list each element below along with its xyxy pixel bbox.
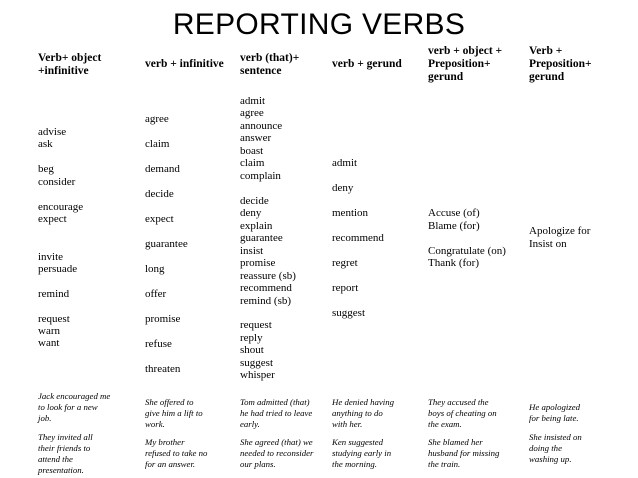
col5-example [428,437,518,470]
col2-word: agree [145,113,169,125]
example-line: Jack encouraged me [38,391,111,401]
example-line: their friends to [38,443,91,453]
col6-header-line: Preposition+ [529,58,592,70]
col3-header-line: sentence [240,65,282,77]
example-line: for being late. [529,413,579,423]
example-line: She offered to [145,397,194,407]
example-line: Ken suggested [332,437,384,447]
col3-word: reply [240,332,263,344]
col1-word: encourage [38,201,84,213]
col1-header [38,52,101,78]
col2-word: claim [145,138,170,150]
col4-word: recommend [332,232,384,244]
col5-word: Thank (for) [428,257,480,269]
col6-word: Apologize for [529,225,591,237]
example-line: doing the [529,443,562,453]
col3-example [240,437,330,470]
col2-word: long [145,263,165,275]
col3-word: whisper [240,369,275,381]
col3-word: announce [240,120,283,132]
col1-word: ask [38,138,53,150]
col3-word: agree [240,107,264,119]
example-line: job. [38,413,52,423]
col1-word: beg [38,163,54,175]
col3-word: complain [240,170,281,182]
example-line: our plans. [240,459,276,469]
col6-header [529,45,592,84]
example-line: They invited all [38,432,93,442]
col2-word: promise [145,313,181,325]
example-line: washing up. [529,454,572,464]
col3-word: reassure (sb) [240,270,296,282]
example-line: give him a lift to [145,408,203,418]
col2-word: guarantee [145,238,188,250]
col3-word: recommend [240,282,292,294]
example-line: the morning. [332,459,377,469]
col3-word: claim [240,157,265,169]
col3-word: guarantee [240,232,283,244]
col4-example [332,397,422,430]
col4-word: report [332,282,359,294]
col1-word: advise [38,126,67,138]
col1-header-line: Verb+ object [38,52,102,64]
col3-header-line: verb (that)+ [240,52,300,64]
example-line: He denied having [332,397,395,407]
col5-header [428,45,502,84]
page-title: REPORTING VERBS [172,8,466,41]
col4-header-line: verb + gerund [332,58,402,70]
col4-word: deny [332,182,354,194]
col6-header-line: Verb + [529,45,563,57]
example-line: work. [145,419,165,429]
example-line: he had tried to leave [240,408,313,418]
col5-word: Congratulate (on) [428,245,506,257]
example-line: to look for a new [38,402,98,412]
col5-header-line: verb + object + [428,45,503,57]
example-line: refused to take no [145,448,208,458]
col2-word: expect [145,213,174,225]
col2-word: threaten [145,363,181,375]
col2-example [145,437,235,470]
col6-word: Insist on [529,238,567,250]
col2-word: demand [145,163,180,175]
col4-word: mention [332,207,369,219]
example-line: Tom admitted (that) [240,397,310,407]
col6-header-line: gerund [529,71,565,83]
col3-header [240,52,299,78]
col3-word: remind (sb) [240,295,292,307]
col3-word: boast [240,145,264,157]
col1-word: warn [38,325,60,337]
col3-word: answer [240,132,272,144]
example-line: early. [240,419,260,429]
col6-example [529,402,619,424]
col3-word: shout [240,344,264,356]
example-line: with her. [332,419,363,429]
col1-word: want [38,337,60,349]
col5-word: Accuse (of) [428,207,480,219]
col3-word: deny [240,207,262,219]
col3-example [240,397,330,430]
col3-word: suggest [240,357,273,369]
col2-word: refuse [145,338,172,350]
col4-word: admit [332,157,358,169]
col1-word: request [38,313,70,325]
example-line: husband for missing [428,448,500,458]
col3-word: insist [240,245,264,257]
col4-word: suggest [332,307,365,319]
col4-word: regret [332,257,358,269]
col4-header [332,58,402,71]
example-line: the exam. [428,419,462,429]
col3-word: admit [240,95,266,107]
example-line: She blamed her [428,437,483,447]
example-line: the train. [428,459,461,469]
col5-header-line: gerund [428,71,464,83]
col1-word: expect [38,213,67,225]
col2-header-line: verb + infinitive [145,58,224,70]
col1-word: invite [38,251,64,263]
example-line: anything to do [332,408,383,418]
col1-word: consider [38,176,76,188]
col3-word: explain [240,220,273,232]
col3-word: decide [240,195,269,207]
example-line: boys of cheating on [428,408,497,418]
col2-word: decide [145,188,174,200]
col2-example [145,397,235,430]
example-line: She agreed (that) we [240,437,313,447]
col1-word: persuade [38,263,78,275]
col5-example [428,397,518,430]
col1-example [38,432,128,476]
example-line: studying early in [332,448,392,458]
col5-header-line: Preposition+ [428,58,491,70]
example-line: presentation. [38,465,84,475]
col1-word: remind [38,288,70,300]
col6-example [529,432,619,465]
example-line: needed to reconsider [240,448,314,458]
col1-header-line: +infinitive [38,65,89,77]
col3-word: promise [240,257,276,269]
example-line: for an answer. [145,459,196,469]
example-line: She insisted on [529,432,582,442]
col4-example [332,437,422,470]
col5-word: Blame (for) [428,220,480,232]
example-line: attend the [38,454,73,464]
example-line: He apologized [529,402,581,412]
col1-example [38,391,128,424]
example-line: My brother [145,437,185,447]
col3-word: request [240,319,272,331]
col2-word: offer [145,288,167,300]
col2-header [145,58,224,71]
example-line: They accused the [428,397,489,407]
